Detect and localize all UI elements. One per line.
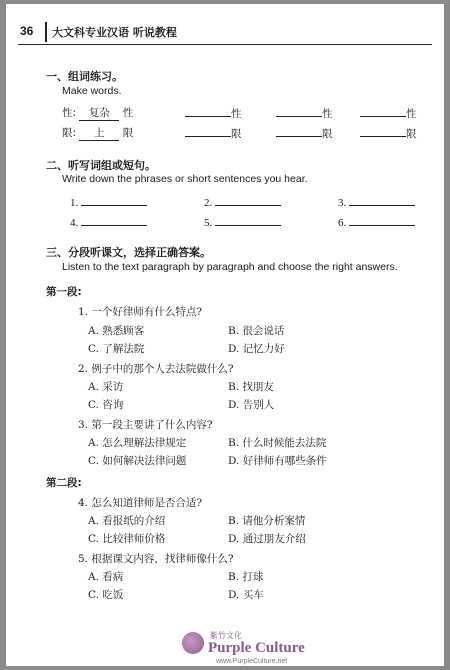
part1-label: 第一段: bbox=[46, 286, 82, 298]
word-row-1 bbox=[62, 105, 424, 121]
option-b[interactable]: B. 请他分析案情 bbox=[228, 515, 306, 527]
example-suffix: 限 bbox=[122, 127, 134, 139]
logo-emblem-icon bbox=[182, 632, 204, 654]
question: 5. 根据课文内容，找律师像什么? bbox=[78, 553, 234, 565]
option-d[interactable]: D. 告别人 bbox=[228, 399, 275, 411]
option-a[interactable]: A. 采访 bbox=[88, 381, 124, 393]
section1-subtitle: Make words. bbox=[62, 85, 122, 97]
section2-title: 二、听写词组或短句。 bbox=[46, 159, 156, 172]
logo-url: www.PurpleCulture.net bbox=[216, 658, 288, 665]
dictation-item[interactable]: 2. bbox=[204, 194, 281, 209]
question: 4. 怎么知道律师是否合适? bbox=[78, 497, 202, 509]
option-b[interactable]: B. 打球 bbox=[228, 571, 264, 583]
word-example bbox=[62, 125, 133, 141]
part2-label: 第二段: bbox=[46, 477, 82, 489]
word-blank[interactable]: 性 bbox=[276, 105, 333, 121]
word-blank[interactable]: 性 bbox=[185, 105, 242, 121]
option-c[interactable]: C. 比较律师价格 bbox=[88, 533, 166, 545]
question: 2. 例子中的那个人去法院做什么? bbox=[78, 363, 234, 375]
option-a[interactable]: A. 熟悉顾客 bbox=[88, 325, 145, 337]
option-a[interactable]: A. 看报纸的介绍 bbox=[88, 515, 166, 527]
option-b[interactable]: B. 什么时候能去法院 bbox=[228, 437, 327, 449]
dictation-item[interactable]: 3. bbox=[338, 194, 415, 209]
example-suffix: 性 bbox=[122, 107, 134, 119]
example-answer: 上 bbox=[79, 125, 119, 141]
section2-subtitle: Write down the phrases or short sentences you hear. bbox=[62, 173, 308, 185]
page-number: 36 bbox=[20, 24, 34, 38]
option-b[interactable]: B. 找朋友 bbox=[228, 381, 274, 393]
option-b[interactable]: B. 很会说话 bbox=[228, 325, 285, 337]
section3-title: 三、分段听课文，选择正确答案。 bbox=[46, 246, 211, 259]
page-header bbox=[18, 22, 432, 45]
row-char: 性: bbox=[62, 107, 77, 119]
option-c[interactable]: C. 如何解决法律问题 bbox=[88, 455, 187, 467]
example-answer: 复杂 bbox=[79, 105, 119, 121]
textbook-page bbox=[6, 4, 444, 666]
word-example bbox=[62, 105, 133, 121]
option-c[interactable]: C. 咨询 bbox=[88, 399, 124, 411]
dictation-item[interactable]: 1. bbox=[70, 194, 147, 209]
dictation-row-2 bbox=[62, 214, 424, 230]
dictation-item[interactable]: 5. bbox=[204, 214, 281, 229]
option-d[interactable]: D. 记忆力好 bbox=[228, 343, 285, 355]
option-d[interactable]: D. 买车 bbox=[228, 589, 264, 601]
logo-name: Purple Culture bbox=[208, 640, 305, 656]
word-row-2 bbox=[62, 125, 424, 141]
option-d[interactable]: D. 通过朋友介绍 bbox=[228, 533, 306, 545]
section3-subtitle: Listen to the text paragraph by paragraph and choose the right answers. bbox=[62, 261, 398, 273]
logo-chinese: 紫竹文化 bbox=[210, 631, 242, 640]
word-blank[interactable]: 性 bbox=[360, 105, 417, 121]
question: 3. 第一段主要讲了什么内容? bbox=[78, 419, 213, 431]
option-d[interactable]: D. 好律师有哪些条件 bbox=[228, 455, 327, 467]
dictation-row-1 bbox=[62, 194, 424, 210]
option-c[interactable]: C. 吃饭 bbox=[88, 589, 124, 601]
option-c[interactable]: C. 了解法院 bbox=[88, 343, 145, 355]
option-a[interactable]: A. 看病 bbox=[88, 571, 124, 583]
purple-culture-watermark bbox=[182, 630, 422, 670]
question: 1. 一个好律师有什么特点? bbox=[78, 306, 202, 318]
section1-title: 一、组词练习。 bbox=[46, 70, 123, 83]
row-char: 限: bbox=[62, 127, 77, 139]
book-title: 大文科专业汉语 听说教程 bbox=[52, 26, 177, 39]
option-a[interactable]: A. 怎么理解法律规定 bbox=[88, 437, 187, 449]
word-blank[interactable]: 限 bbox=[185, 125, 242, 141]
dictation-item[interactable]: 4. bbox=[70, 214, 147, 229]
dictation-item[interactable]: 6. bbox=[338, 214, 415, 229]
word-blank[interactable]: 限 bbox=[276, 125, 333, 141]
header-divider bbox=[45, 22, 47, 42]
word-blank[interactable]: 限 bbox=[360, 125, 417, 141]
